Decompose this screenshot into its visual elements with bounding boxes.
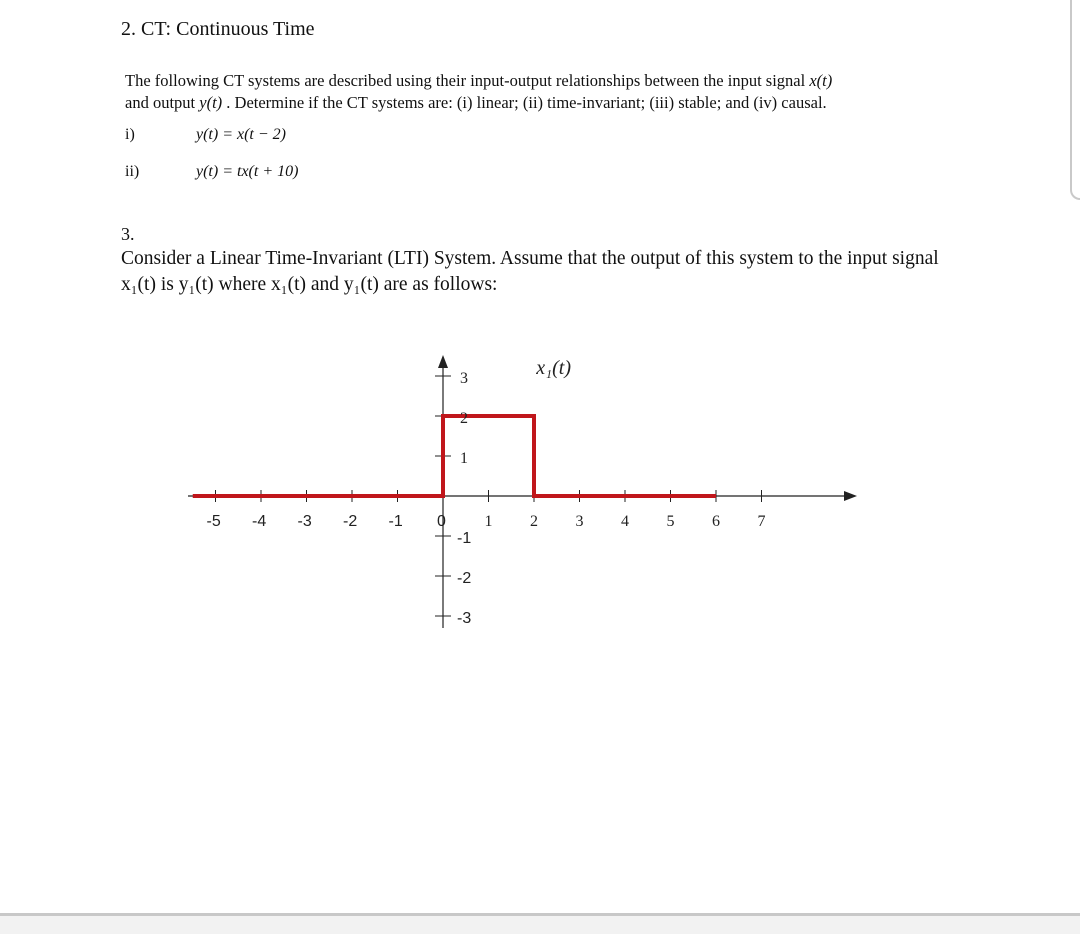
x-tick-label: -2 xyxy=(343,513,358,530)
y-tick-label: -1 xyxy=(457,530,472,547)
x-tick-label: -4 xyxy=(252,513,267,530)
x-tick-label: 2 xyxy=(530,513,538,530)
plot-series xyxy=(193,416,716,496)
y-tick-label: 1 xyxy=(460,450,468,467)
y-tick-label: 3 xyxy=(460,370,468,387)
signal-x1-trace xyxy=(193,416,716,496)
intro-line2-pre: and output xyxy=(125,93,200,112)
problem-3-text: Consider a Linear Time-Invariant (LTI) System. Assume that the output of this system to the input signal x₁(t) is y₁(t) where x₁(t) and y₁(t) are as follows: xyxy=(121,248,939,295)
signal-title: x₁(t) xyxy=(536,357,571,379)
y-axis-arrow-icon xyxy=(438,355,448,368)
intro-line2-post: . Determine if the CT systems are: (i) linear; (ii) time-invariant; (iii) stable; and (iv) causal. xyxy=(222,93,827,112)
x-tick-label: 1 xyxy=(484,513,493,530)
x-tick-label: 3 xyxy=(575,513,584,530)
x-tick-label: 4 xyxy=(621,513,629,530)
item-equation: y(t) = x(t − 2) xyxy=(196,126,286,143)
intro-y-symbol: y(t) xyxy=(199,93,223,112)
item-equation: y(t) = tx(t + 10) xyxy=(196,163,299,180)
x-tick-label: -3 xyxy=(297,513,312,530)
y-tick-label: 2 xyxy=(460,410,468,427)
intro-x-symbol: x(t) xyxy=(809,71,833,90)
problem-2-heading: 2. CT: Continuous Time xyxy=(121,18,315,40)
intro-line1-text: The following CT systems are described using their input-output relationships between the input signal xyxy=(125,71,810,90)
y-tick-label: -3 xyxy=(457,610,472,627)
x-axis-arrow-icon xyxy=(844,491,857,501)
bottom-scroll-strip xyxy=(0,913,1080,934)
problem-3-number: 3. xyxy=(121,224,135,244)
item-label: ii) xyxy=(125,163,140,180)
x-tick-label: 6 xyxy=(712,513,720,530)
item-label: i) xyxy=(125,126,135,143)
x-tick-label: 7 xyxy=(757,513,766,530)
x-tick-label: -5 xyxy=(206,513,221,530)
x-tick-label: -1 xyxy=(388,513,403,530)
plot-labels xyxy=(207,357,766,627)
x-tick-label: 0 xyxy=(437,513,446,530)
plot-axes xyxy=(188,355,857,628)
x-tick-label: 5 xyxy=(666,513,675,530)
y-tick-label: -2 xyxy=(457,570,472,587)
